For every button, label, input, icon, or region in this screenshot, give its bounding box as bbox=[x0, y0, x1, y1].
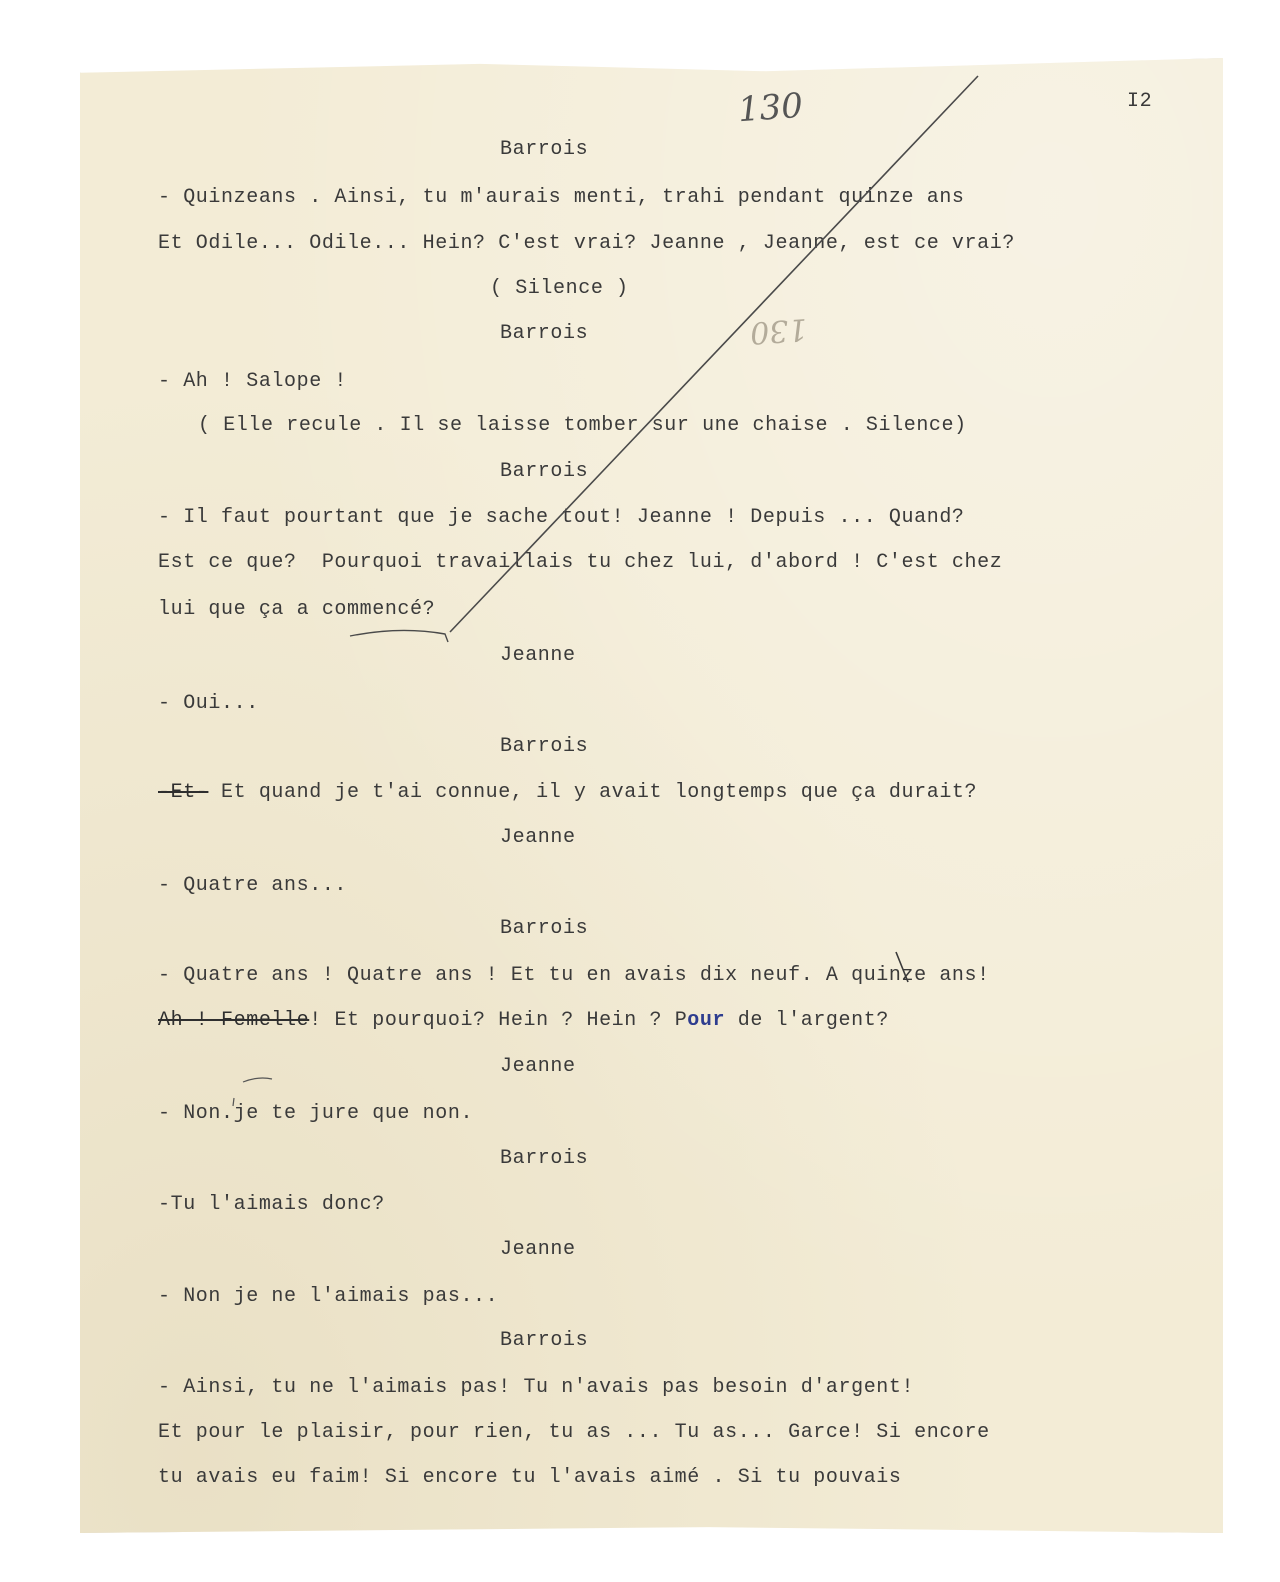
dialogue-line: - Quatre ans ! Quatre ans ! Et tu en avais dix neuf. A quinze ans! bbox=[158, 964, 990, 987]
pencil-tick-mark bbox=[233, 1098, 234, 1106]
speaker-barrois: Barrois bbox=[500, 322, 589, 345]
speaker-barrois: Barrois bbox=[500, 138, 589, 161]
pencil-strike-diagonal bbox=[450, 76, 978, 632]
dialogue-line: - Ah ! Salope ! bbox=[158, 370, 348, 393]
speaker-barrois: Barrois bbox=[500, 1147, 589, 1170]
stage-direction-text: ( Elle recule . Il se laisse tomber sur une chaise . Sil bbox=[198, 414, 904, 437]
dialogue-line: Et pour le plaisir, pour rien, tu as ... Tu as... Garce! Si encore bbox=[158, 1421, 990, 1444]
dialogue-text-end: de l'argent? bbox=[725, 1009, 889, 1032]
speaker-jeanne: Jeanne bbox=[500, 1055, 576, 1078]
dialogue-text: Et quand je t'ai connue, il y avait longtemps que ça durait? bbox=[208, 781, 978, 804]
speaker-jeanne: Jeanne bbox=[500, 644, 576, 667]
dialogue-line: Est ce que? Pourquoi travaillais tu chez lui, d'abord ! C'est chez bbox=[158, 551, 1003, 574]
speaker-barrois: Barrois bbox=[500, 917, 589, 940]
dialogue-line: - Non.je te jure que non. bbox=[158, 1102, 474, 1125]
stage-direction: ( Silence ) bbox=[490, 277, 629, 300]
dialogue-line: - Oui... bbox=[158, 692, 259, 715]
struck-text: -Et- bbox=[158, 781, 209, 804]
speaker-barrois: Barrois bbox=[500, 735, 589, 758]
struck-text: Ah ! Femelle bbox=[158, 1009, 310, 1032]
speaker-jeanne: Jeanne bbox=[500, 826, 576, 849]
speaker-barrois: Barrois bbox=[500, 460, 589, 483]
speaker-barrois: Barrois bbox=[500, 1329, 589, 1352]
dialogue-line: - Ainsi, tu ne l'aimais pas! Tu n'avais pas besoin d'argent! bbox=[158, 1376, 915, 1399]
ink-correction: our bbox=[687, 1009, 726, 1032]
handwritten-page-number: 130 bbox=[736, 85, 805, 131]
dialogue-line: - Il faut pourtant que je sache tout! Jeanne ! Depuis ... Quand? bbox=[158, 506, 965, 529]
pencil-insert-mark bbox=[243, 1078, 272, 1082]
dialogue-line: lui que ça a commencé? bbox=[158, 598, 436, 621]
stage-direction-text-end: ence) bbox=[903, 414, 967, 437]
dialogue-line: - Quatre ans... bbox=[158, 874, 348, 897]
ink-strike-mark bbox=[896, 952, 908, 982]
dialogue-text: ! Et pourquoi? Hein ? Hein ? P bbox=[309, 1009, 688, 1032]
handwritten-page-number-bleedthrough: 130 bbox=[748, 311, 809, 350]
page-number: I2 bbox=[1127, 90, 1153, 113]
dialogue-line: - Non je ne l'aimais pas... bbox=[158, 1285, 499, 1308]
dialogue-line: -Tu l'aimais donc? bbox=[158, 1193, 385, 1216]
dialogue-line: - Quinzeans . Ainsi, tu m'aurais menti, trahi pendant quinze ans bbox=[158, 186, 965, 209]
dialogue-line: tu avais eu faim! Si encore tu l'avais aimé . Si tu pouvais bbox=[158, 1466, 902, 1489]
speaker-jeanne: Jeanne bbox=[500, 1238, 576, 1261]
dialogue-line: Et Odile... Odile... Hein? C'est vrai? Jeanne , Jeanne, est ce vrai? bbox=[158, 232, 1015, 255]
pencil-underline-mark bbox=[350, 630, 448, 642]
